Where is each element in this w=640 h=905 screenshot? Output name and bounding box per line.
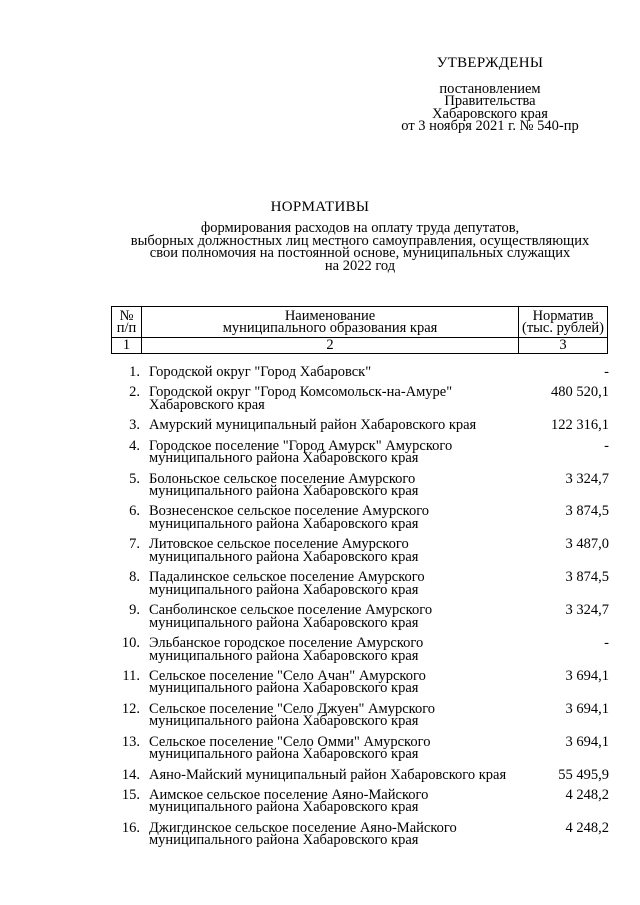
row-value: 3 694,1 bbox=[565, 700, 609, 717]
row-name: Падалинское сельское поселение Амурского муниципального района Хабаровского края bbox=[149, 569, 425, 598]
row-number: 8. bbox=[129, 569, 140, 586]
row-name: Амурский муниципальный район Хабаровского края bbox=[149, 417, 477, 434]
row-value: 55 495,9 bbox=[558, 766, 609, 783]
row-number: 9. bbox=[129, 602, 140, 619]
table-row bbox=[111, 538, 609, 563]
header-name-cell bbox=[142, 307, 519, 338]
row-number: 11. bbox=[122, 667, 140, 684]
row-value: 4 248,2 bbox=[565, 819, 609, 836]
row-name: Вознесенское сельское поселение Амурского муниципального района Хабаровского края bbox=[149, 503, 430, 532]
subtitle-line: формирования расходов на оплату труда депутатов, bbox=[200, 220, 520, 236]
row-value: 3 694,1 bbox=[565, 667, 609, 684]
header-name-line2: муниципального образования края bbox=[222, 320, 438, 336]
table-row bbox=[111, 470, 609, 500]
row-name: Аяно-Майский муниципальный район Хабаровского края bbox=[149, 766, 507, 783]
table-row bbox=[111, 437, 609, 467]
subtitle-line: выборных должностных лиц местного самоуправления, осуществляющих bbox=[130, 232, 590, 249]
table-header bbox=[111, 306, 608, 354]
row-value: 3 487,0 bbox=[565, 536, 609, 553]
row-number: 14. bbox=[121, 766, 140, 783]
header-value-line1: Норматив bbox=[532, 307, 594, 324]
table-row bbox=[111, 766, 609, 783]
approval-heading: УТВЕРЖДЕНЫ bbox=[436, 55, 544, 71]
table-body bbox=[111, 366, 609, 855]
row-number: 3. bbox=[129, 417, 140, 434]
table-row bbox=[111, 700, 609, 730]
table-row bbox=[111, 366, 609, 379]
row-name: Городской округ "Город Хабаровск" bbox=[149, 364, 372, 380]
table-row bbox=[111, 604, 609, 629]
row-name: Литовское сельское поселение Амурского муниципального района Хабаровского края bbox=[149, 536, 419, 565]
row-value: 3 324,7 bbox=[565, 470, 609, 487]
table-row bbox=[111, 786, 609, 816]
row-number: 16. bbox=[121, 819, 140, 836]
document-title: НОРМАТИВЫ bbox=[270, 199, 370, 215]
row-value: - bbox=[604, 437, 609, 454]
table-row bbox=[111, 505, 609, 530]
row-number: 5. bbox=[129, 470, 140, 487]
subtitle-line: на 2022 год bbox=[324, 257, 396, 274]
table-row bbox=[111, 637, 609, 662]
column-number-2: 2 bbox=[142, 338, 519, 354]
column-number-3: 3 bbox=[519, 338, 608, 354]
approval-block bbox=[380, 57, 600, 133]
header-name-line1: Наименование bbox=[284, 307, 376, 324]
row-name: Сельское поселение "Село Омми" Амурского муниципального района Хабаровского края bbox=[149, 733, 431, 763]
row-value: - bbox=[604, 364, 609, 380]
row-name: Эльбанское городское поселение Амурского муниципального района Хабаровского края bbox=[149, 635, 424, 664]
column-number-1: 1 bbox=[112, 338, 142, 354]
header-num-line1: № bbox=[119, 307, 134, 324]
table-row bbox=[111, 733, 609, 763]
row-name: Санболинское сельское поселение Амурского муниципального района Хабаровского края bbox=[149, 602, 433, 631]
table-row bbox=[111, 571, 609, 596]
row-name: Джигдинское сельское поселение Аяно-Майского муниципального района Хабаровского края bbox=[149, 819, 457, 849]
row-value: 122 316,1 bbox=[551, 417, 609, 434]
row-name: Болоньское сельское поселение Амурского муниципального района Хабаровского края bbox=[149, 470, 419, 500]
row-name: Сельское поселение "Село Ачан" Амурского муниципального района Хабаровского края bbox=[149, 667, 426, 697]
header-value-line2: (тыс. рублей) bbox=[522, 320, 604, 336]
table-row bbox=[111, 819, 609, 849]
table-row bbox=[111, 386, 609, 411]
row-value: 3 874,5 bbox=[565, 503, 609, 520]
document-subtitle bbox=[60, 222, 640, 272]
approval-line: от 3 ноября 2021 г. № 540-пр bbox=[401, 118, 579, 134]
row-number: 12. bbox=[121, 700, 140, 717]
row-number: 7. bbox=[129, 536, 140, 553]
row-value: 3 694,1 bbox=[565, 733, 609, 750]
row-value: - bbox=[604, 635, 609, 652]
row-number: 10. bbox=[121, 635, 140, 652]
header-num-line2: п/п bbox=[116, 320, 137, 336]
row-value: 3 874,5 bbox=[565, 569, 609, 586]
subtitle-line: свои полномочия на постоянной основе, муниципальных служащих bbox=[149, 245, 571, 261]
table-row bbox=[111, 419, 609, 432]
approval-line: Правительства bbox=[444, 93, 536, 109]
row-name: Аимское сельское поселение Аяно-Майского муниципального района Хабаровского края bbox=[149, 786, 429, 816]
header-num-cell bbox=[112, 307, 142, 338]
approval-line: постановлением bbox=[439, 80, 541, 97]
row-number: 4. bbox=[129, 437, 140, 454]
row-value: 4 248,2 bbox=[565, 786, 609, 803]
row-number: 13. bbox=[121, 733, 140, 750]
table-row bbox=[111, 667, 609, 697]
row-number: 2. bbox=[129, 384, 140, 401]
row-number: 1. bbox=[129, 364, 140, 380]
row-name: Городской округ "Город Комсомольск-на-Амуре" Хабаровского края bbox=[149, 384, 453, 413]
header-value-cell bbox=[519, 307, 608, 338]
row-value: 3 324,7 bbox=[565, 602, 609, 619]
row-value: 480 520,1 bbox=[551, 384, 609, 401]
approval-line: Хабаровского края bbox=[432, 105, 548, 122]
row-name: Сельское поселение "Село Джуен" Амурского муниципального района Хабаровского края bbox=[149, 700, 436, 730]
row-number: 15. bbox=[121, 786, 140, 803]
row-number: 6. bbox=[129, 503, 140, 520]
row-name: Городское поселение "Город Амурск" Амурского муниципального района Хабаровского края bbox=[149, 437, 453, 467]
